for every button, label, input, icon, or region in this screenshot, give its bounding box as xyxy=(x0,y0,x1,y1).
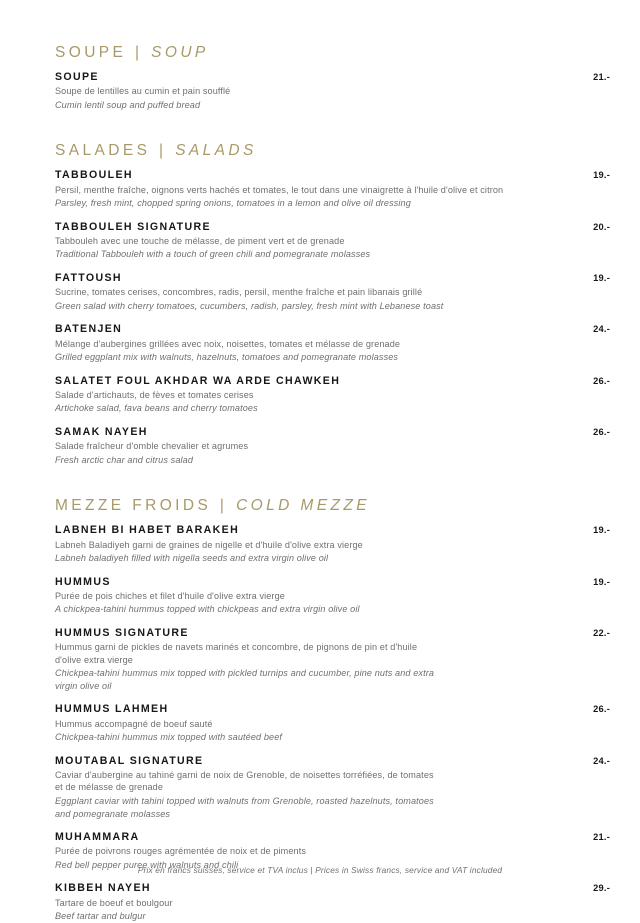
menu-item-price: 19.- xyxy=(593,576,610,587)
menu-item-head xyxy=(55,169,610,182)
menu-item xyxy=(55,169,610,209)
menu-item xyxy=(55,627,610,692)
section-heading xyxy=(55,497,610,515)
menu-item-head xyxy=(55,576,610,589)
menu-item-description-en: Artichoke salad, fava beans and cherry tomatoes xyxy=(55,403,258,414)
menu-item-name: MOUTABAL SIGNATURE xyxy=(55,754,204,767)
footer-note: Prix en francs suisses, service et TVA inclus | Prices in Swiss francs, service and VAT included xyxy=(137,865,503,875)
menu-item-name: MUHAMMARA xyxy=(55,831,140,844)
menu-item-description-fr: Mélange d'aubergines grillées avec noix, noisettes, tomates et mélasse de grenade xyxy=(55,338,401,349)
menu-item-price: 21.- xyxy=(593,832,610,843)
menu-item-name: FATTOUSH xyxy=(55,271,122,284)
menu-item-head xyxy=(55,272,610,285)
menu-item-name: HUMMUS LAHMEH xyxy=(55,703,169,716)
menu-item-description-en: Green salad with cherry tomatoes, cucumbers, radish, parsley, fresh mint with Lebanese toast xyxy=(55,300,444,311)
menu-item-description-en: Grilled eggplant mix with walnuts, hazelnuts, tomatoes and pomegranate molasses xyxy=(55,352,399,363)
menu-item xyxy=(55,221,610,261)
menu-item-name: BATENJEN xyxy=(55,323,123,336)
menu-item-price: 26.- xyxy=(593,375,610,386)
menu-item-description-fr: Tartare de boeuf et boulgour xyxy=(55,897,173,908)
menu-item-head xyxy=(55,524,610,537)
menu-item-name: SOUPE xyxy=(55,71,99,83)
section-heading-separator: | xyxy=(134,44,143,61)
menu-item-description-fr: Sucrine, tomates cerises, concombres, radis, persil, menthe fraîche et pain libanais grillé xyxy=(55,287,423,298)
menu-item-head xyxy=(55,703,610,716)
menu-item xyxy=(55,71,610,111)
menu-item-name: SALATET FOUL AKHDAR WA ARDE CHAWKEH xyxy=(55,374,341,387)
menu-item-description-fr: Salade d'artichauts, de fèves et tomates cerises xyxy=(55,389,254,400)
section-heading-fr: MEZZE FROIDS xyxy=(55,497,212,515)
section-spacer xyxy=(55,477,610,497)
menu-item-name: HUMMUS SIGNATURE xyxy=(55,626,189,639)
menu-section xyxy=(55,142,610,466)
menu-item xyxy=(55,323,610,363)
menu-item-price: 19.- xyxy=(593,170,610,181)
menu-item-head xyxy=(55,375,610,388)
menu-item-description-en: Traditional Tabbouleh with a touch of green chili and pomegranate molasses xyxy=(55,249,371,260)
menu-item-head xyxy=(55,426,610,439)
menu-item-price: 24.- xyxy=(593,324,610,335)
section-heading-en: COLD MEZZE xyxy=(236,497,370,515)
menu-item-price: 19.- xyxy=(593,272,610,283)
menu-item-head xyxy=(55,627,610,640)
section-heading-fr: SALADES xyxy=(55,142,151,160)
menu-item-description-fr: Hummus accompagné de boeuf sauté xyxy=(55,718,213,729)
menu-item-description-en: Labneh baladiyeh filled with nigella seeds and extra virgin olive oil xyxy=(55,553,329,564)
menu-item-head xyxy=(55,71,610,84)
menu-item-description-en: Chickpea-tahini hummus mix topped with sautéed beef xyxy=(55,732,283,743)
menu-item-price: 26.- xyxy=(593,704,610,715)
menu-item-description-en: A chickpea-tahini hummus topped with chickpeas and extra virgin olive oil xyxy=(55,604,360,615)
menu-item-price: 20.- xyxy=(593,221,610,232)
section-heading xyxy=(55,142,610,160)
menu-item-description-fr: Hummus garni de pickles de navets marinés et concombre, de pignons de pin et d'huile d'olive extra vierge xyxy=(55,642,418,665)
menu-item-head xyxy=(55,831,610,844)
menu-item-description-fr: Purée de poivrons rouges agrémentée de noix et de piments xyxy=(55,846,307,857)
menu-item-price: 29.- xyxy=(593,883,610,894)
menu-item-name: TABBOULEH SIGNATURE xyxy=(55,220,211,233)
menu-item-description-fr: Labneh Baladiyeh garni de graines de nigelle et d'huile d'olive extra vierge xyxy=(55,539,363,550)
section-heading-en: SALADS xyxy=(175,142,257,160)
menu-item-name: TABBOULEH xyxy=(55,169,133,182)
menu-item-description-en: Cumin lentil soup and puffed bread xyxy=(55,99,201,110)
menu-item-description-fr: Purée de pois chiches et filet d'huile d'olive extra vierge xyxy=(55,590,285,601)
menu-item xyxy=(55,272,610,312)
menu-item xyxy=(55,576,610,616)
menu-item xyxy=(55,882,610,922)
section-heading-fr: SOUPE xyxy=(55,44,127,61)
menu-item xyxy=(55,524,610,564)
menu-item-head xyxy=(55,221,610,234)
menu-section xyxy=(55,44,610,111)
menu-item-price: 21.- xyxy=(593,72,610,82)
menu-item-price: 24.- xyxy=(593,755,610,766)
menu-item-description-fr: Persil, menthe fraîche, oignons verts hachés et tomates, le tout dans une vinaigrette à l'huile d'olive et citron xyxy=(55,184,504,195)
section-spacer xyxy=(55,122,610,142)
menu-item xyxy=(55,375,610,415)
menu-item-description-en: Beef tartar and bulgur xyxy=(55,911,146,922)
menu-item-name: LABNEH BI HABET BARAKEH xyxy=(55,524,240,537)
menu-item-description-fr: Salade fraîcheur d'omble chevalier et agrumes xyxy=(55,441,249,452)
menu-item-description-en: Fresh arctic char and citrus salad xyxy=(55,454,194,465)
menu-item-description-en: Eggplant caviar with tahini topped with walnuts from Grenoble, roasted hazelnuts, tomatoes and pomegranate molasses xyxy=(55,796,434,819)
menu-item-head xyxy=(55,755,610,768)
menu-item-description-fr: Soupe de lentilles au cumin et pain soufflé xyxy=(55,86,231,97)
menu-item-head xyxy=(55,323,610,336)
section-heading xyxy=(55,44,610,62)
section-heading-separator: | xyxy=(159,142,167,160)
menu-item-price: 22.- xyxy=(593,627,610,638)
menu-item-description-en: Red bell pepper puree with walnuts and chili xyxy=(55,859,239,870)
menu-item xyxy=(55,426,610,466)
menu-item-name: SAMAK NAYEH xyxy=(55,425,148,438)
menu-item-description-en: Parsley, fresh mint, chopped spring onions, tomatoes in a lemon and olive oil dressing xyxy=(55,198,411,209)
menu-item-description-fr: Tabbouleh avec une touche de mélasse, de piment vert et de grenade xyxy=(55,235,345,246)
menu-item xyxy=(55,703,610,743)
menu-item-price: 26.- xyxy=(593,426,610,437)
menu-item-description-fr: Caviar d'aubergine au tahiné garni de noix de Grenoble, de noisettes torréfiées, de tomates et de mélasse de grenade xyxy=(55,769,434,793)
menu-item-description-en: Chickpea-tahini hummus mix topped with pickled turnips and cucumber, pine nuts and extra virgin olive oil xyxy=(55,668,435,691)
menu-item-head xyxy=(55,882,610,895)
menu-item xyxy=(55,755,610,820)
menu-item-name: KIBBEH NAYEH xyxy=(55,882,151,895)
section-heading-en: SOUP xyxy=(151,44,209,61)
menu-item-price: 19.- xyxy=(593,525,610,536)
section-heading-separator: | xyxy=(219,497,228,515)
menu-section xyxy=(55,497,610,922)
menu-sections xyxy=(55,44,610,923)
menu-item-name: HUMMUS xyxy=(55,575,111,588)
